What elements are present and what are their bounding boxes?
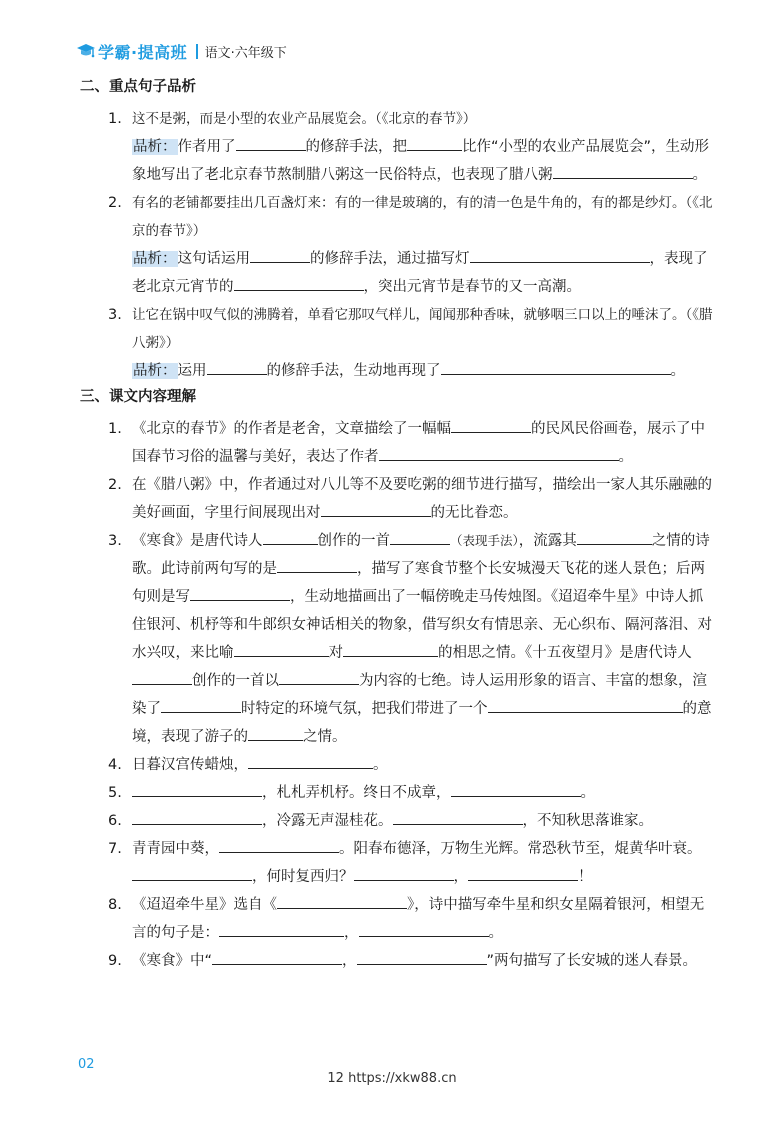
answer-blank[interactable] bbox=[248, 752, 373, 769]
answer-blank[interactable] bbox=[357, 948, 487, 965]
answer-blank[interactable] bbox=[132, 864, 252, 881]
answer-blank[interactable] bbox=[161, 696, 241, 713]
answer-blank[interactable] bbox=[234, 640, 329, 657]
answer-blank[interactable] bbox=[279, 668, 359, 685]
question-item: 4. 日暮汉宫传蜡烛， 。 bbox=[74, 751, 714, 779]
question-item: 7. 青青园中葵， 。阳春布德泽，万物生光辉。常恐秋节至，焜黄华叶衰。，何时复西归？ ， ！ bbox=[74, 835, 714, 891]
analysis: 品析：运用 的修辞手法，生动地再现了 。 bbox=[132, 357, 714, 385]
page-header bbox=[76, 38, 287, 64]
question-item: 2. 在《腊八粥》中，作者通过对八儿等不及要吃粥的细节进行描写，描绘出一家人其乐融融的美好画面，字里行间展现出对 的无比眷恋。 bbox=[74, 471, 714, 527]
answer-blank[interactable] bbox=[451, 780, 581, 797]
answer-blank[interactable] bbox=[277, 892, 407, 909]
footer-watermark: 12 https://xkw88.cn bbox=[327, 1071, 457, 1086]
answer-blank[interactable] bbox=[354, 864, 454, 881]
answer-blank[interactable] bbox=[407, 134, 462, 151]
answer-blank[interactable] bbox=[132, 668, 192, 685]
question-item bbox=[74, 301, 714, 385]
analysis: 品析：作者用了 的修辞手法，把 比作“小型的农业产品展览会”，生动形象地写出了老北京春节熬制腊八粥这一民俗特点，也表现了腊八粥 。 bbox=[132, 133, 714, 189]
answer-blank[interactable] bbox=[470, 246, 650, 263]
brand-title: 学霸·提高班 bbox=[98, 42, 188, 62]
answer-blank[interactable] bbox=[451, 416, 531, 433]
analysis-tag: 品析： bbox=[133, 139, 177, 155]
answer-blank[interactable] bbox=[379, 444, 619, 461]
answer-blank[interactable] bbox=[212, 948, 342, 965]
item-number: 1. bbox=[108, 111, 122, 127]
subject-label: 语文·六年级下 bbox=[204, 45, 287, 61]
section-title: 三、课文内容理解 bbox=[80, 389, 196, 405]
answer-blank[interactable] bbox=[441, 358, 671, 375]
item-number: 8. bbox=[108, 897, 122, 913]
answer-blank[interactable] bbox=[393, 808, 523, 825]
item-number: 1. bbox=[108, 421, 122, 437]
answer-blank[interactable] bbox=[321, 500, 431, 517]
item-number: 2. bbox=[108, 477, 122, 493]
question-item: 9. 《寒食》中“ ， ”两句描写了长安城的迷人春景。 bbox=[74, 947, 714, 975]
analysis-tag: 品析： bbox=[133, 363, 177, 379]
answer-blank[interactable] bbox=[277, 556, 357, 573]
item-number: 9. bbox=[108, 953, 122, 969]
answer-blank[interactable] bbox=[219, 836, 339, 853]
question-item bbox=[74, 189, 714, 301]
answer-blank[interactable] bbox=[190, 584, 290, 601]
hint-text: （表现手法） bbox=[450, 533, 519, 548]
analysis: 品析：这句话运用 的修辞手法，通过描写灯 ，表现了老北京元宵节的 ，突出元宵节是春节的又一高潮。 bbox=[132, 245, 714, 301]
question-item bbox=[74, 105, 714, 189]
question-item: 1. 《北京的春节》的作者是老舍，文章描绘了一幅幅 的民风民俗画卷，展示了中国春节习俗的温馨与美好，表达了作者 。 bbox=[74, 415, 714, 471]
answer-blank[interactable] bbox=[250, 246, 310, 263]
item-number: 7. bbox=[108, 841, 122, 857]
answer-blank[interactable] bbox=[236, 134, 306, 151]
header-divider bbox=[196, 44, 198, 59]
quoted-sentence: 有名的老铺都要挂出几百盏灯来：有的一律是玻璃的，有的清一色是牛角的，有的都是纱灯。（《北京的春节》） bbox=[132, 195, 713, 239]
quoted-sentence: 让它在锅中叹气似的沸腾着，单看它那叹气样儿，闻闻那种香味，就够咽三口以上的唾沫了。（《腊八粥》） bbox=[132, 307, 713, 351]
answer-blank[interactable] bbox=[343, 640, 438, 657]
answer-blank[interactable] bbox=[390, 528, 450, 545]
answer-blank[interactable] bbox=[488, 696, 683, 713]
quoted-sentence: 这不是粥，而是小型的农业产品展览会。（《北京的春节》） bbox=[132, 111, 477, 127]
answer-blank[interactable] bbox=[248, 724, 303, 741]
question-item: 3. 《寒食》是唐代诗人 创作的一首 （表现手法），流露其 之情的诗歌。此诗前两句写的是 ，描写了寒食节整个长安城漫天飞花的迷人景色；后两句则是写 ，生动地描画出了一幅傍晚走马传烛图。《迢迢牵牛星》中诗人抓住银河、机杼等和牛郎织女神话相关的物象，借写织女有情思亲、无心织布、隔河落泪、对水兴叹，来比喻 对 的相思之情。《十五夜望月》是唐代诗人创作的一首以 为内容的七绝。诗人运用形象的语言、丰富的想象，渲染了 时特定的环境气氛，把我们带进了一个 的意境，表现了游子的 之情。 bbox=[74, 527, 714, 751]
item-number: 3. bbox=[108, 307, 122, 323]
answer-blank[interactable] bbox=[359, 920, 489, 937]
answer-blank[interactable] bbox=[234, 274, 364, 291]
answer-blank[interactable] bbox=[207, 358, 267, 375]
answer-blank[interactable] bbox=[468, 864, 578, 881]
answer-blank[interactable] bbox=[132, 780, 262, 797]
answer-blank[interactable] bbox=[553, 162, 693, 179]
page-content bbox=[74, 77, 714, 975]
answer-blank[interactable] bbox=[132, 808, 262, 825]
question-item: 5. ，札札弄机杼。终日不成章， 。 bbox=[74, 779, 714, 807]
item-number: 5. bbox=[108, 785, 122, 801]
answer-blank[interactable] bbox=[577, 528, 652, 545]
item-number: 6. bbox=[108, 813, 122, 829]
answer-blank[interactable] bbox=[219, 920, 344, 937]
graduation-cap-icon bbox=[76, 41, 96, 61]
section-title: 二、重点句子品析 bbox=[80, 79, 196, 95]
question-item: 8. 《迢迢牵牛星》选自《 》，诗中描写牵牛星和织女星隔着银河，相望无言的句子是： ， 。 bbox=[74, 891, 714, 947]
item-number: 2. bbox=[108, 195, 122, 211]
analysis-tag: 品析： bbox=[133, 251, 177, 267]
item-number: 4. bbox=[108, 757, 122, 773]
item-number: 3. bbox=[108, 533, 122, 549]
answer-blank[interactable] bbox=[263, 528, 318, 545]
question-item: 6. ，冷露无声湿桂花。 ，不知秋思落谁家。 bbox=[74, 807, 714, 835]
page-number: 02 bbox=[78, 1057, 95, 1072]
